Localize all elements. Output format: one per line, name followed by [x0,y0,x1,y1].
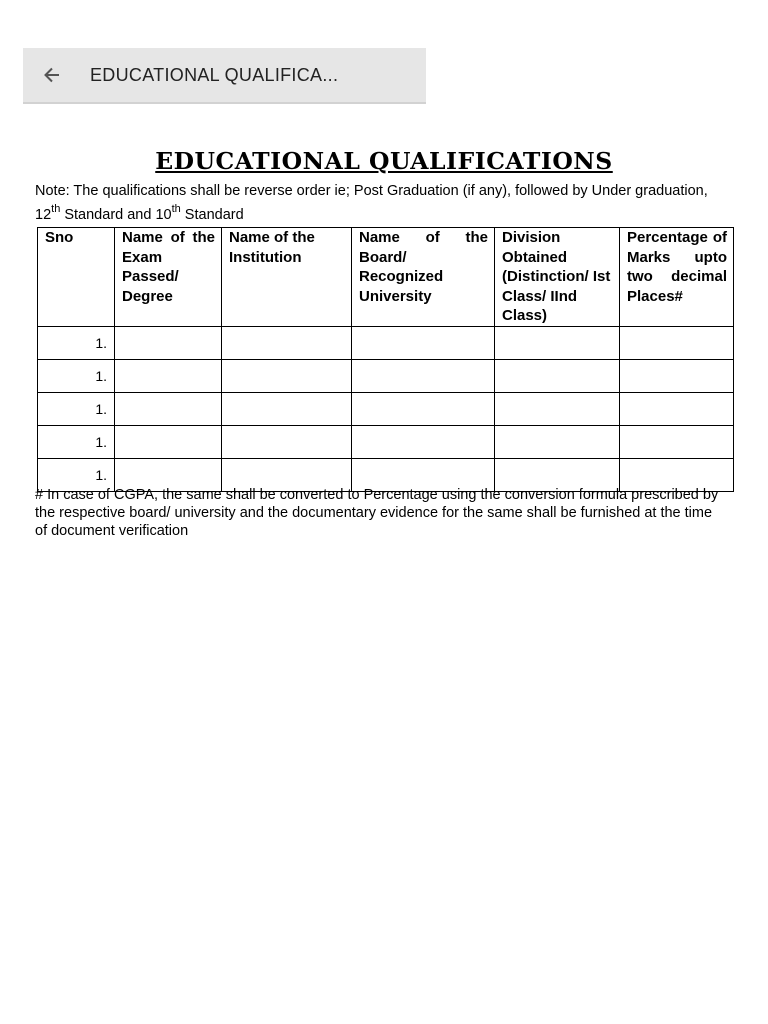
note-part: Standard [180,207,244,223]
app-bar-title: EDUCATIONAL QUALIFICA... [90,65,339,85]
note-part: Note: The qualifications shall be reverse order ie; Post Graduation (if any), followed by Under graduation, 12 [35,183,708,223]
cell-sno: 1. [38,360,115,393]
table-header-row [38,228,734,327]
header-exam-passed: Name of the Exam Passed/ Degree [115,228,222,327]
cell-division [495,426,620,459]
document-title: EDUCATIONAL QUALIFICATIONS [155,147,613,175]
cell-percentage [620,327,734,360]
cell-institution [222,360,352,393]
note-text [35,179,735,227]
table-row [38,426,734,459]
qualifications-table [37,227,734,492]
cell-board-university [352,393,495,426]
header-institution: Name of the Institution [222,228,352,327]
footnote-text: # In case of CGPA, the same shall be converted to Percentage using the conversion formula prescribed by the respective board/ university and the documentary evidence for the same shall be furnished at the time of document verification [35,487,719,539]
app-bar [23,48,426,104]
cell-percentage [620,360,734,393]
header-board-university: Name of the Board/ Recognized University [352,228,495,327]
cell-division [495,360,620,393]
back-button[interactable] [37,60,67,90]
table-row [38,360,734,393]
cell-sno: 1. [38,426,115,459]
cell-exam-passed [115,426,222,459]
table-row [38,327,734,360]
cell-percentage [620,393,734,426]
note-superscript: th [51,203,61,215]
cell-board-university [352,426,495,459]
header-sno: Sno [38,228,115,327]
cell-division [495,393,620,426]
cell-institution [222,426,352,459]
cell-sno: 1. [38,327,115,360]
cell-percentage [620,426,734,459]
cell-institution [222,393,352,426]
cell-sno: 1. [38,393,115,426]
arrow-left-icon [42,65,62,85]
header-percentage: Percentage of Marks upto two decimal Places# [620,228,734,327]
cell-board-university [352,360,495,393]
cell-sno: 1. [38,459,115,492]
cell-division [495,327,620,360]
cell-exam-passed [115,360,222,393]
header-division: Division Obtained (Distinction/ Ist Class/ IInd Class) [495,228,620,327]
table-row [38,393,734,426]
cell-institution [222,327,352,360]
cell-exam-passed [115,327,222,360]
cell-board-university [352,327,495,360]
note-superscript: th [171,203,181,215]
cell-exam-passed [115,393,222,426]
note-part: Standard and 10 [60,207,172,223]
